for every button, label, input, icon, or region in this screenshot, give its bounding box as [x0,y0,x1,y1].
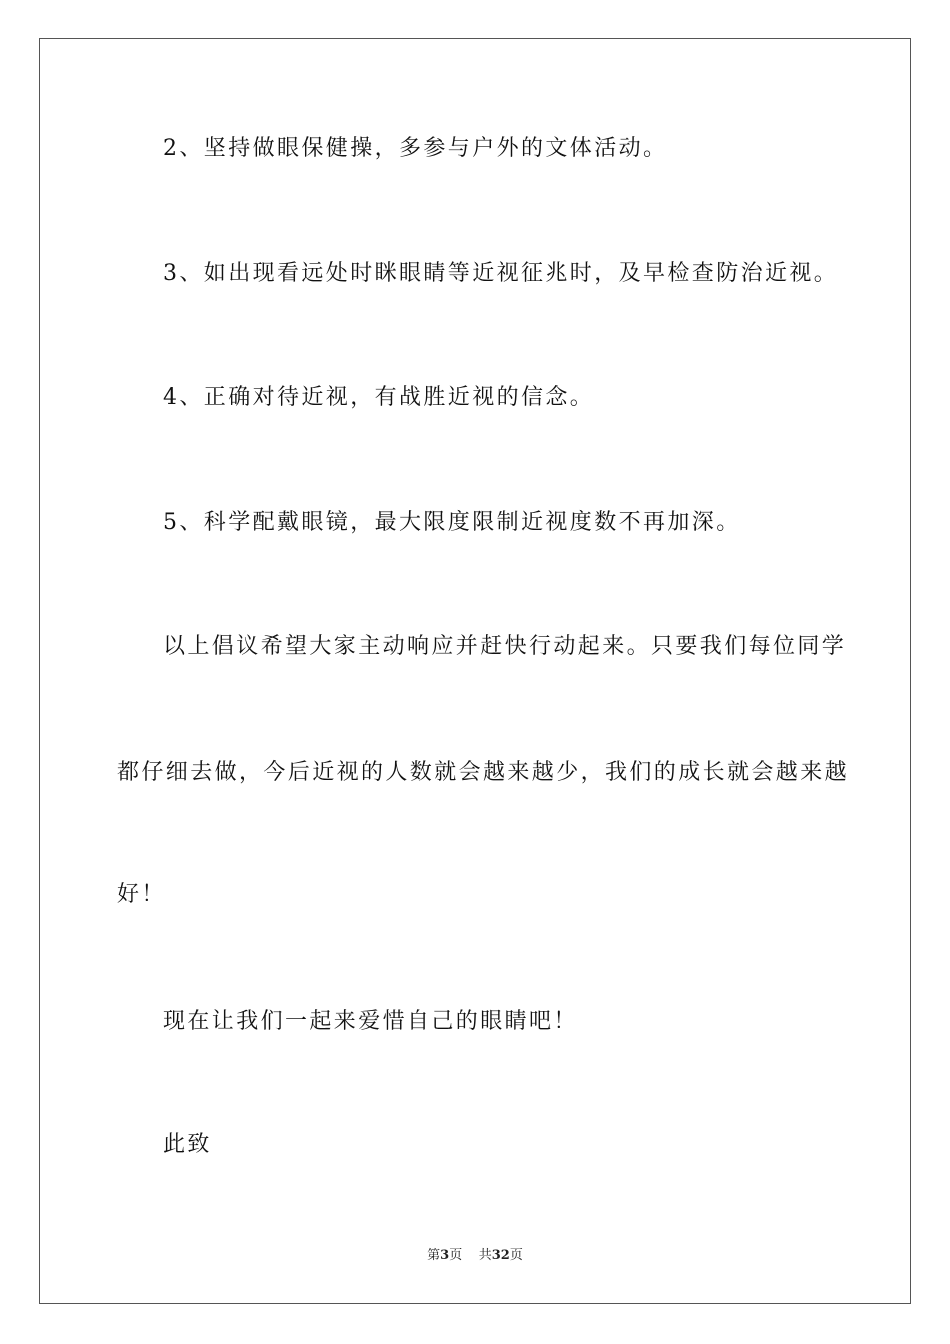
footer-page-suffix: 页 [449,1248,463,1263]
footer-total-pages: 32 [491,1248,510,1263]
page-border [39,38,911,1304]
list-item-4: 4、正确对待近视，有战胜近视的信念。 [163,385,595,410]
page-footer [0,1247,950,1265]
list-item-2: 2、坚持做眼保健操，多参与户外的文体活动。 [163,136,668,161]
list-item-3: 3、如出现看远处时眯眼睛等近视征兆时，及早检查防治近视。 [163,261,839,286]
closing-salutation: 此致 [163,1132,212,1157]
footer-total-suffix: 页 [509,1248,523,1263]
list-item-5: 5、科学配戴眼镜，最大限度限制近视度数不再加深。 [163,510,741,535]
paragraph-line: 以上倡议希望大家主动响应并赶快行动起来。只要我们每位同学 [163,634,847,659]
footer-total-prefix: 共 [478,1248,492,1263]
paragraph-line: 好！ [117,882,166,907]
paragraph-line: 都仔细去做，今后近视的人数就会越来越少，我们的成长就会越来越 [117,760,850,785]
paragraph-line: 现在让我们一起来爱惜自己的眼睛吧！ [163,1009,578,1034]
footer-page-prefix: 第 [427,1248,441,1263]
footer-page-number: 3 [440,1248,450,1263]
